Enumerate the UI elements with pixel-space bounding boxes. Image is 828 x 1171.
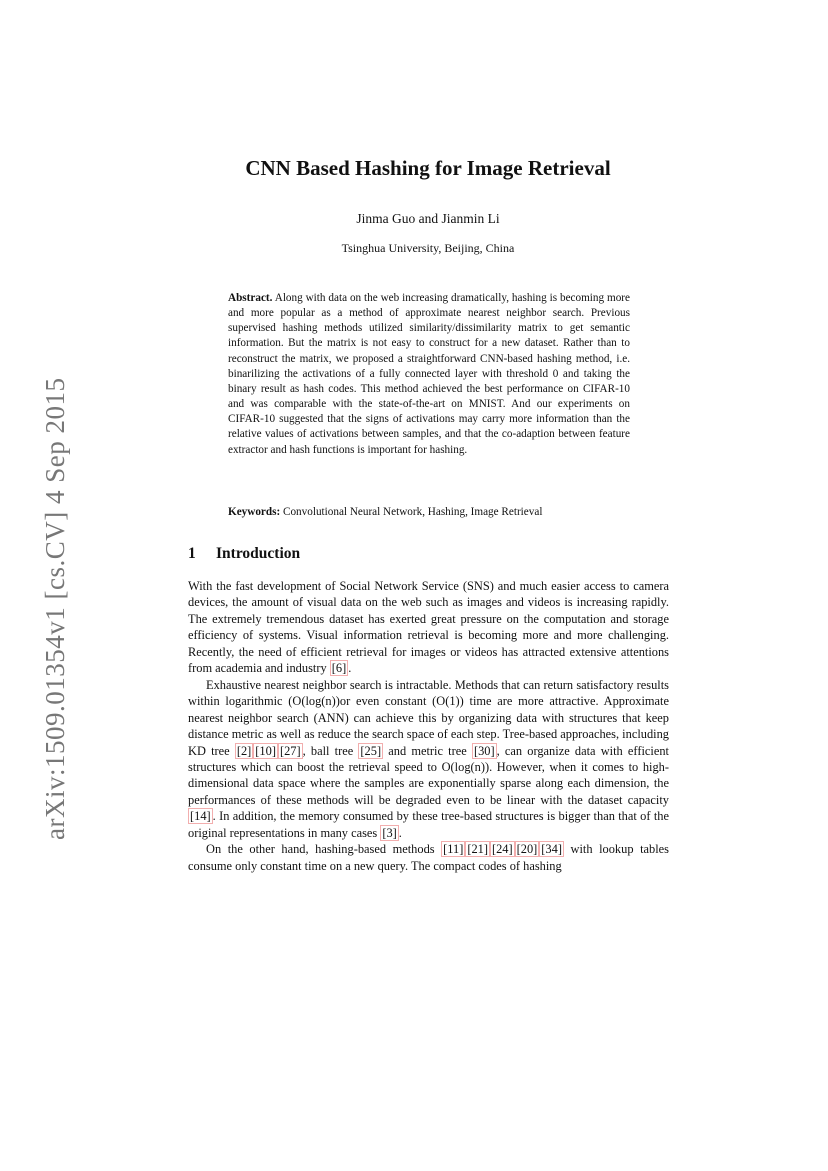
- citation-link[interactable]: [25]: [360, 743, 382, 758]
- paper-affiliation: Tsinghua University, Beijing, China: [341, 241, 515, 255]
- abstract-label: Abstract.: [228, 292, 273, 304]
- section-title: Introduction: [216, 545, 301, 562]
- paragraph-text: . In addition, the memory consumed by these tree-based structures is bigger than that of the original representations in many cases: [188, 809, 669, 840]
- paragraph-text: with lookup tables consume only constant time on a new query. The compact codes of hashing: [188, 842, 669, 873]
- paragraph-text: .: [398, 825, 402, 840]
- paragraph: [188, 578, 669, 677]
- citation-link[interactable]: [27]: [279, 743, 301, 758]
- paragraph: [188, 841, 669, 874]
- paragraph-text: and metric tree: [383, 743, 472, 758]
- keywords-block: [228, 505, 648, 520]
- citation-link[interactable]: [2]: [236, 743, 252, 758]
- section-number: 1: [188, 545, 196, 562]
- paper-title: CNN Based Hashing for Image Retrieval: [245, 156, 611, 180]
- paragraph-text: With the fast development of Social Network Service (SNS) and much easier access to camera devices, the amount of visual data on the web such as images and videos is increasing rapidly. The extremely tremendous dataset has exerted great pressure on the computation and storage efficiency of systems. Visual information retrieval is becoming more and more challenging. Recently, the need of efficient retrieval for images or videos has attracted extensive attentions from academia and industry: [188, 579, 669, 676]
- paragraph-text: .: [348, 661, 352, 676]
- paragraph-text: , ball tree: [302, 743, 359, 758]
- citation-link[interactable]: [10]: [255, 743, 276, 758]
- paragraph: [188, 677, 669, 842]
- citation-link[interactable]: [14]: [190, 809, 211, 824]
- paragraph-text: On the other hand, hashing-based methods: [206, 842, 442, 857]
- citation-link[interactable]: [3]: [382, 825, 397, 840]
- citation-link[interactable]: [21]: [467, 842, 488, 857]
- keywords-label: Keywords:: [228, 506, 281, 518]
- citation-link[interactable]: [11]: [443, 842, 464, 857]
- abstract-block: [228, 291, 630, 458]
- paragraph-text: Exhaustive nearest neighbor search is intractable. Methods that can return satisfactory results within logarithmic (O(log(n))or even constant (O(1)) time are more attractive. Approximate nearest neighbor search (ANN) can achieve this by organizing data with structures that keep distance metric as well as reduce the search space of each step. Tree-based approaches, including KD tree: [188, 677, 669, 758]
- keywords-text: Convolutional Neural Network, Hashing, Image Retrieval: [283, 506, 543, 518]
- citation-link[interactable]: [20]: [516, 842, 538, 857]
- section-heading: [188, 545, 300, 563]
- citation-link[interactable]: [24]: [491, 842, 513, 857]
- body-text: [188, 578, 669, 874]
- paper-authors: Jinma Guo and Jianmin Li: [356, 211, 500, 226]
- arxiv-identifier: arXiv:1509.01354v1 [cs.CV] 4 Sep 2015: [40, 377, 70, 840]
- citation-link[interactable]: [34]: [541, 842, 562, 857]
- citation-link[interactable]: [6]: [331, 661, 347, 676]
- citation-link[interactable]: [30]: [473, 743, 495, 758]
- abstract-text: Along with data on the web increasing dramatically, hashing is becoming more and more popular as a method of approximate nearest neighbor search. Previous supervised hashing methods utilized similarity/dissimilarity matrix to get semantic information. But the matrix is not easy to construct for a new dataset. Rather than to reconstruct the matrix, we proposed a straightforward CNN-based hashing method, i.e. binarilizing the activations of a fully connected layer with threshold 0 and taking the binary result as hash codes. This method achieved the best performance on CIFAR-10 and was comparable with the state-of-the-art on MNIST. And our experiments on CIFAR-10 suggested that the signs of activations may carry more information than the relative values of activations between samples, and that the co-adaption between feature extractor and hash functions is important for hashing.: [228, 292, 630, 456]
- paragraph-text: , can organize data with efficient structures which can boost the retrieval speed to O(log(n)). However, when it comes to high-dimensional data space where the samples are exponentially sparse along each dimension, the performances of these methods will be degraded even to be linear with the dataset capacity: [188, 743, 669, 807]
